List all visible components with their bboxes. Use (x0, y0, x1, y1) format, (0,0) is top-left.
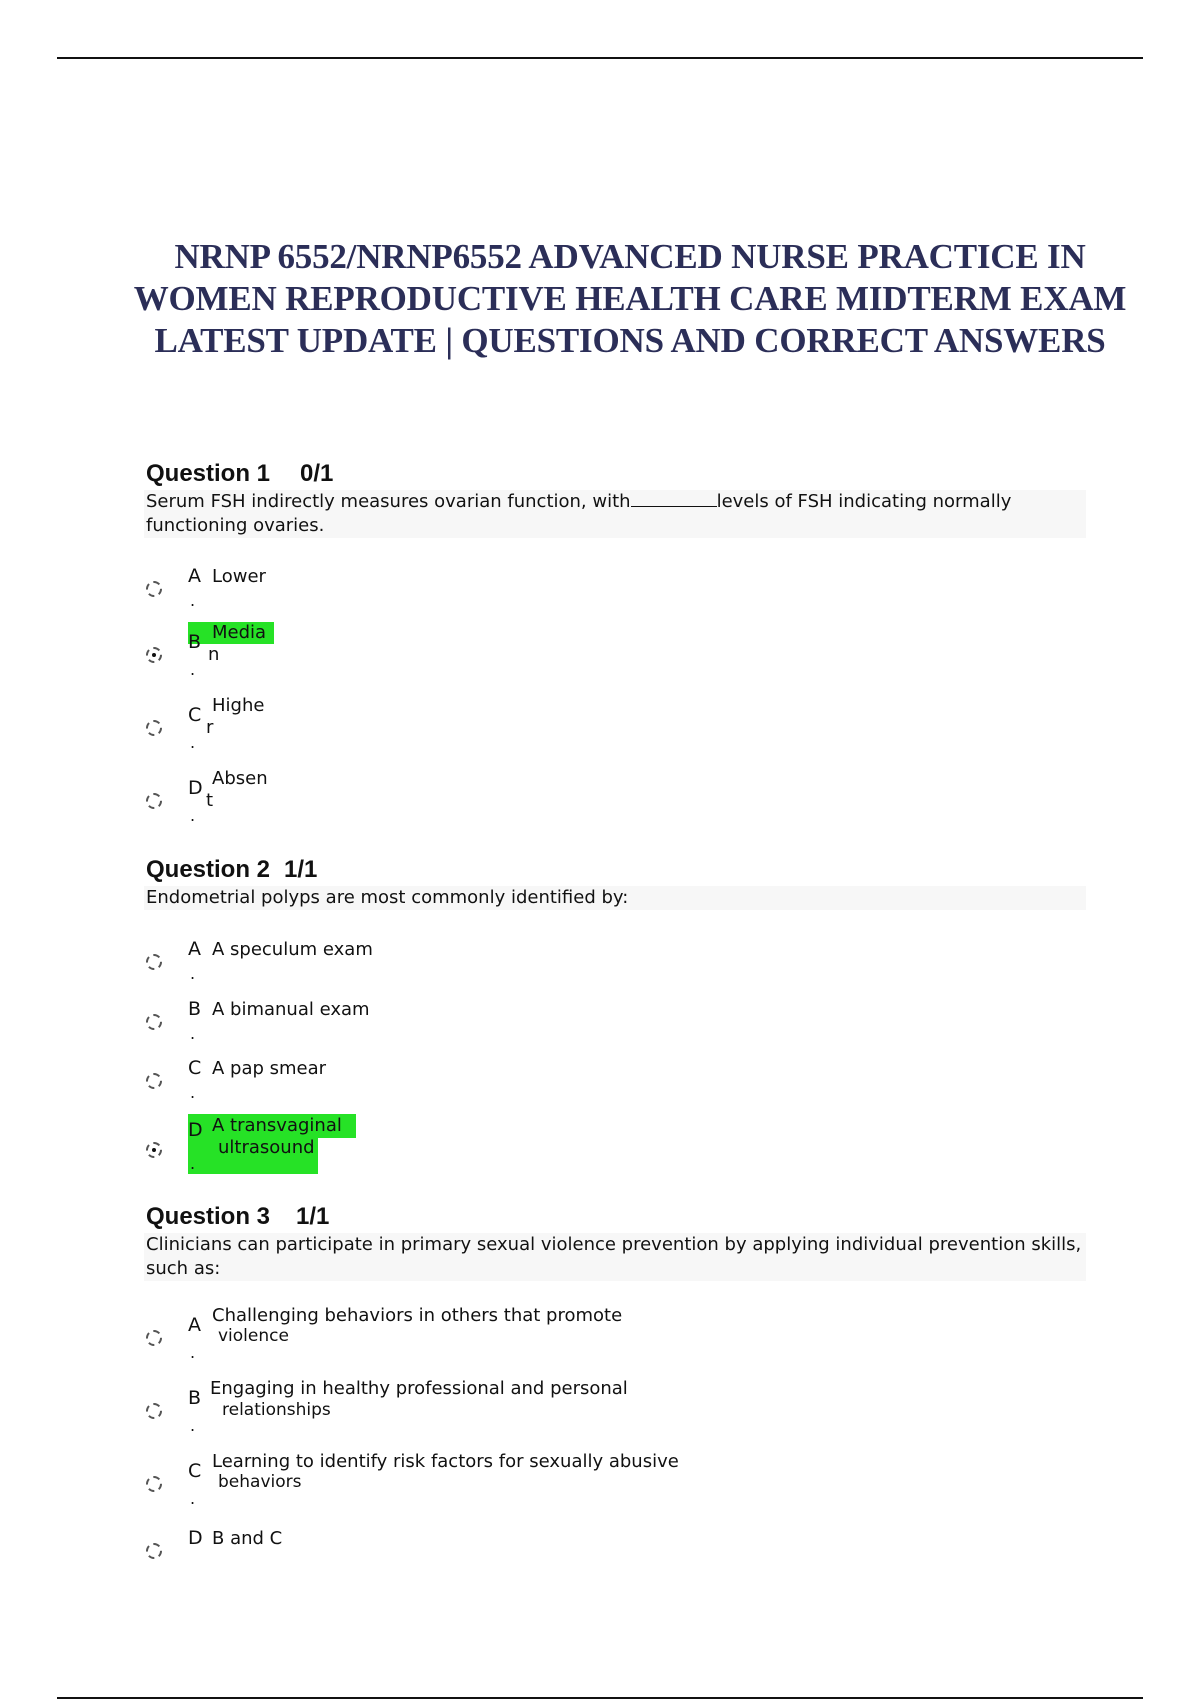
option-text: A bimanual exam (212, 999, 370, 1020)
fill-in-blank (631, 490, 717, 507)
option-text-top: Challenging behaviors in others that promote (212, 1305, 623, 1326)
option-text-bottom: r (206, 717, 214, 738)
option-letter: C (188, 704, 202, 726)
question-1-option-c[interactable] (146, 695, 846, 751)
option-text: Lower (212, 566, 266, 587)
option-text-top: Absen (212, 768, 268, 789)
option-letter: D (188, 777, 203, 799)
radio-button[interactable] (146, 581, 162, 597)
radio-button[interactable] (146, 1330, 162, 1346)
question-2-option-d[interactable] (146, 1114, 846, 1173)
question-2-option-b[interactable] (146, 998, 846, 1054)
option-dot: . (190, 1024, 196, 1043)
question-3-option-a[interactable] (146, 1305, 846, 1361)
option-text-bottom: ultrasound (218, 1137, 315, 1158)
question-score: 0/1 (300, 460, 334, 487)
radio-button[interactable] (146, 1073, 162, 1089)
option-dot: . (190, 660, 196, 679)
question-1-option-a[interactable] (146, 565, 846, 621)
option-text-top: Learning to identify risk factors for sexually abusive (212, 1451, 679, 1472)
radio-button[interactable] (146, 1543, 162, 1559)
bottom-rule (57, 1697, 1143, 1699)
question-2-option-c[interactable] (146, 1057, 846, 1113)
radio-button[interactable] (146, 1403, 162, 1419)
option-text: B and C (212, 1528, 283, 1549)
radio-button[interactable] (146, 1014, 162, 1030)
option-dot: . (190, 1489, 196, 1508)
option-dot: . (190, 806, 196, 825)
option-letter: C (188, 1057, 202, 1079)
option-text-bottom: n (208, 644, 220, 665)
radio-button[interactable] (146, 720, 162, 736)
option-dot: . (190, 964, 196, 983)
question-label: Question 3 (146, 1203, 271, 1230)
option-text-top: Media (212, 622, 267, 643)
question-3-option-b[interactable] (146, 1378, 846, 1434)
document-title: NRNP 6552/NRNP6552 ADVANCED NURSE PRACTICE IN WOMEN REPRODUCTIVE HEALTH CARE MIDTERM EXAM LATEST UPDATE | QUESTIONS AND CORRECT ANSWERS (133, 237, 1127, 360)
option-dot: . (190, 591, 196, 610)
option-dot: . (190, 1343, 196, 1362)
question-2-stem: Endometrial polyps are most commonly identified by: (144, 886, 1086, 910)
question-score: 1/1 (284, 856, 318, 883)
option-letter: D (188, 1119, 203, 1141)
option-dot: . (190, 733, 196, 752)
option-letter: B (188, 1387, 202, 1409)
radio-button[interactable] (146, 954, 162, 970)
question-1-stem: Serum FSH indirectly measures ovarian function, with levels of FSH indicating normally functioning ovaries. (144, 490, 1086, 538)
question-3-header (146, 1203, 329, 1231)
radio-button-selected[interactable] (146, 647, 162, 663)
option-dot: . (190, 1154, 196, 1173)
option-dot: . (190, 1083, 196, 1102)
question-3-stem: Clinicians can participate in primary sexual violence prevention by applying individual prevention skills, such as: (144, 1233, 1086, 1281)
option-text-bottom: behaviors (218, 1472, 302, 1492)
option-text-bottom: relationships (222, 1400, 331, 1420)
option-text: A speculum exam (212, 939, 373, 960)
option-letter: B (188, 998, 202, 1020)
option-letter: D (188, 1527, 203, 1549)
option-letter: C (188, 1460, 202, 1482)
question-label: Question 1 (146, 460, 271, 487)
question-1-option-b[interactable] (146, 622, 846, 678)
question-1-header (146, 460, 333, 488)
top-rule (57, 57, 1143, 59)
option-text-top: A transvaginal (212, 1115, 342, 1136)
option-letter: A (188, 1314, 201, 1336)
question-3-option-d[interactable] (146, 1527, 846, 1583)
question-2-option-a[interactable] (146, 938, 846, 994)
radio-button-selected[interactable] (146, 1142, 162, 1158)
radio-button[interactable] (146, 1476, 162, 1492)
question-label: Question 2 (146, 856, 271, 883)
question-1-option-d[interactable] (146, 768, 846, 824)
option-text: A pap smear (212, 1058, 327, 1079)
question-2-header (146, 856, 317, 884)
option-text-bottom: violence (218, 1326, 289, 1346)
option-dot: . (190, 1416, 196, 1435)
option-text-top: Highe (212, 695, 265, 716)
option-letter: B (188, 631, 202, 653)
option-letter: A (188, 938, 201, 960)
option-letter: A (188, 565, 201, 587)
question-3-option-c[interactable] (146, 1451, 846, 1507)
radio-button[interactable] (146, 793, 162, 809)
option-text-bottom: t (206, 790, 214, 811)
option-text-top: Engaging in healthy professional and personal (210, 1378, 628, 1399)
question-score: 1/1 (296, 1203, 330, 1230)
